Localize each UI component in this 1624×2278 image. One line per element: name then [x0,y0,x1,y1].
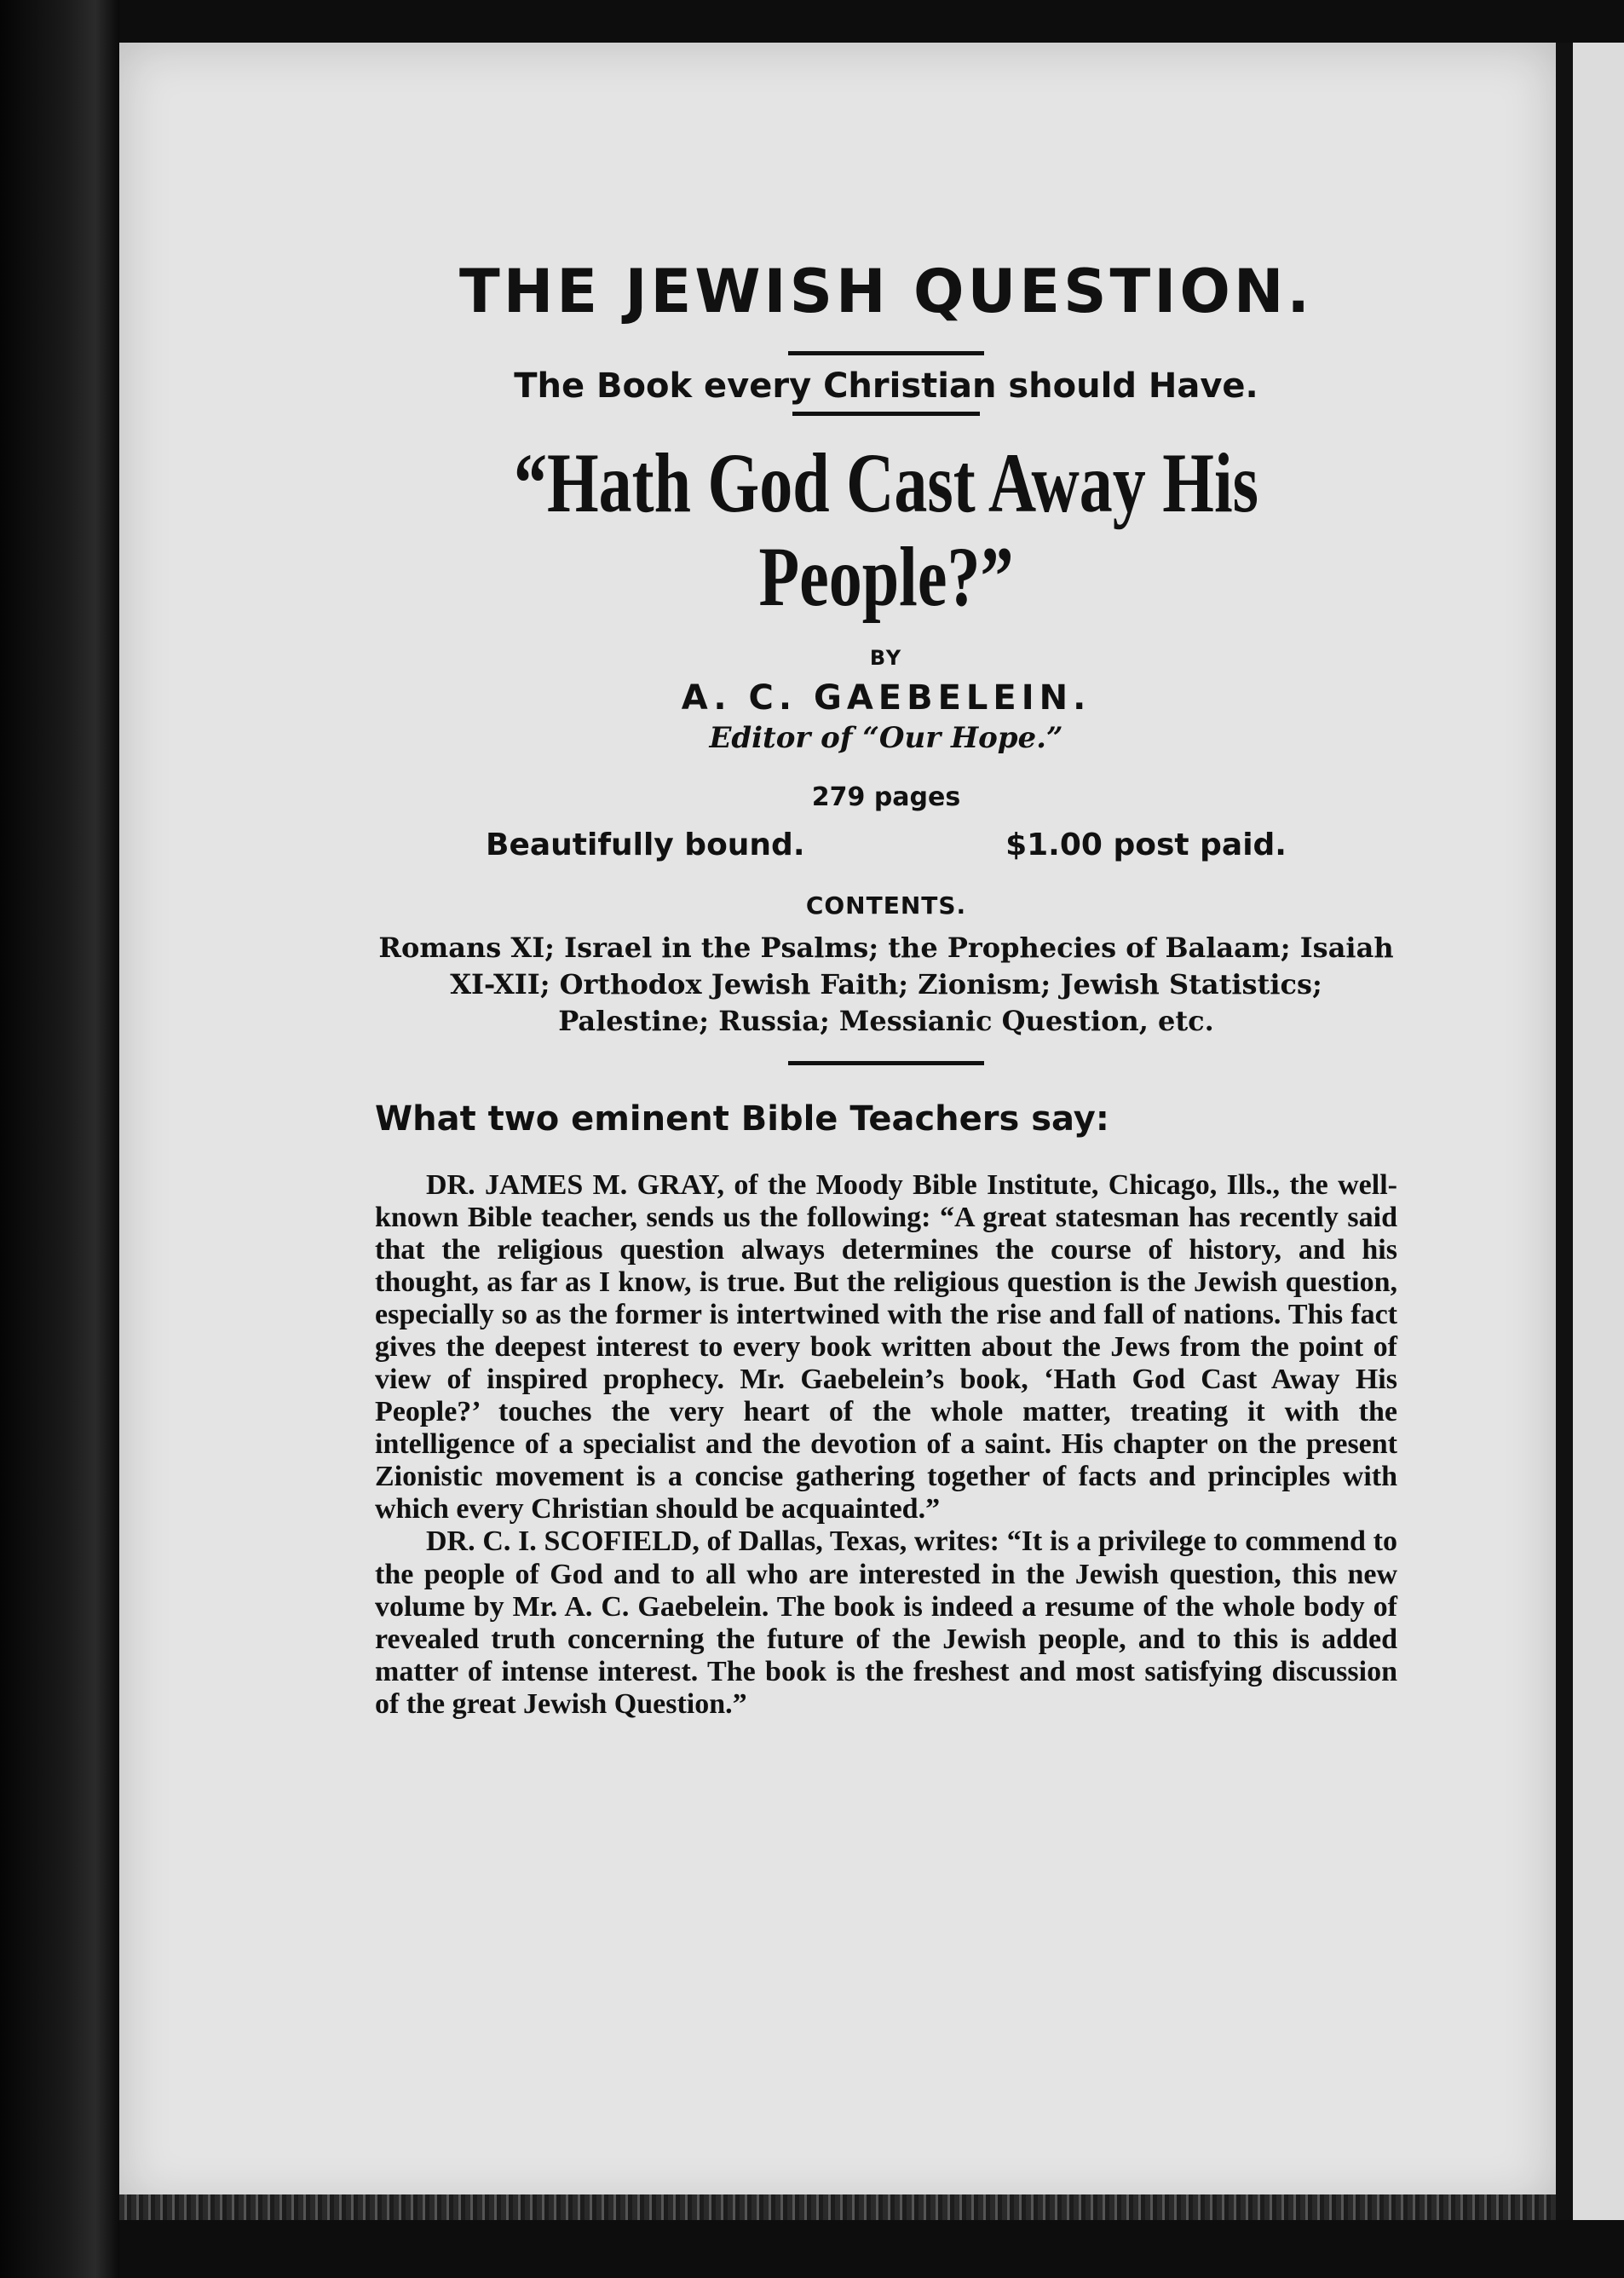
editor-line: Editor of “Our Hope.” [709,721,1063,755]
divider-rule [788,1061,984,1065]
testimonials-heading: What two eminent Bible Teachers say: [375,1099,1109,1139]
by-line: BY [869,646,903,670]
divider-rule [788,351,984,355]
testimonial-scofield: DR. C. I. SCOFIELD, of Dallas, Texas, writes: “It is a privilege to commend to the people of God and to all who are interested in the Jewish question, this new volume by Mr. A. C. Gaebelein. The book is indeed a resume of the whole body of revealed truth concerning the future of the Jewish people, and to this is added matter of intense interest. The book is the freshest and most satisfying discussion of the great Jewish Question.” [375,1525,1397,1720]
main-title: THE JEWISH QUESTION. [458,257,1314,326]
page-edge [119,2194,1556,2220]
page-gutter [1556,43,1573,2220]
contents-list: Romans XI; Israel in the Psalms; the Prophecies of Balaam; Isaiah XI-XII; Orthodox Jewish Faith; Zionism; Jewish Statistics; Palestine; Russia; Messianic Question, etc. [378,931,1394,1038]
page-count: 279 pages [811,782,961,812]
divider-rule [792,412,980,416]
adjacent-page-edge [1573,43,1624,2220]
price-row [486,828,1287,862]
contents-heading: CONTENTS. [805,891,967,920]
advertisement [375,256,1397,1721]
binding-note: Beautifully bound. [486,828,805,862]
book-spine [0,0,119,2278]
testimonial-gray: DR. JAMES M. GRAY, of the Moody Bible Institute, Chicago, Ills., the well-known Bible teacher, sends us the following: “A great statesman has recently said that the religious question always determines the course of history, and his thought, as far as I know, is true. But the religious question is the Jewish question, especially so as the former is intertwined with the rise and fall of nations. This fact gives the deepest interest to every book written about the Jews from the point of view of inspired prophecy. Mr. Gaebelein’s book, ‘Hath God Cast Away His People?’ touches the very heart of the whole matter, treating it with the intelligence of a specialist and the devotion of a saint. His chapter on the present Zionistic movement is a concise gathering together of facts and principles with which every Christian should be acquainted.” [375,1168,1397,1525]
price: $1.00 post paid. [1005,828,1287,862]
tagline: The Book every Christian should Have. [514,366,1258,406]
author-name: A. C. GAEBELEIN. [681,678,1091,718]
book-title: “Hath God Cast Away His People?” [513,435,1258,624]
